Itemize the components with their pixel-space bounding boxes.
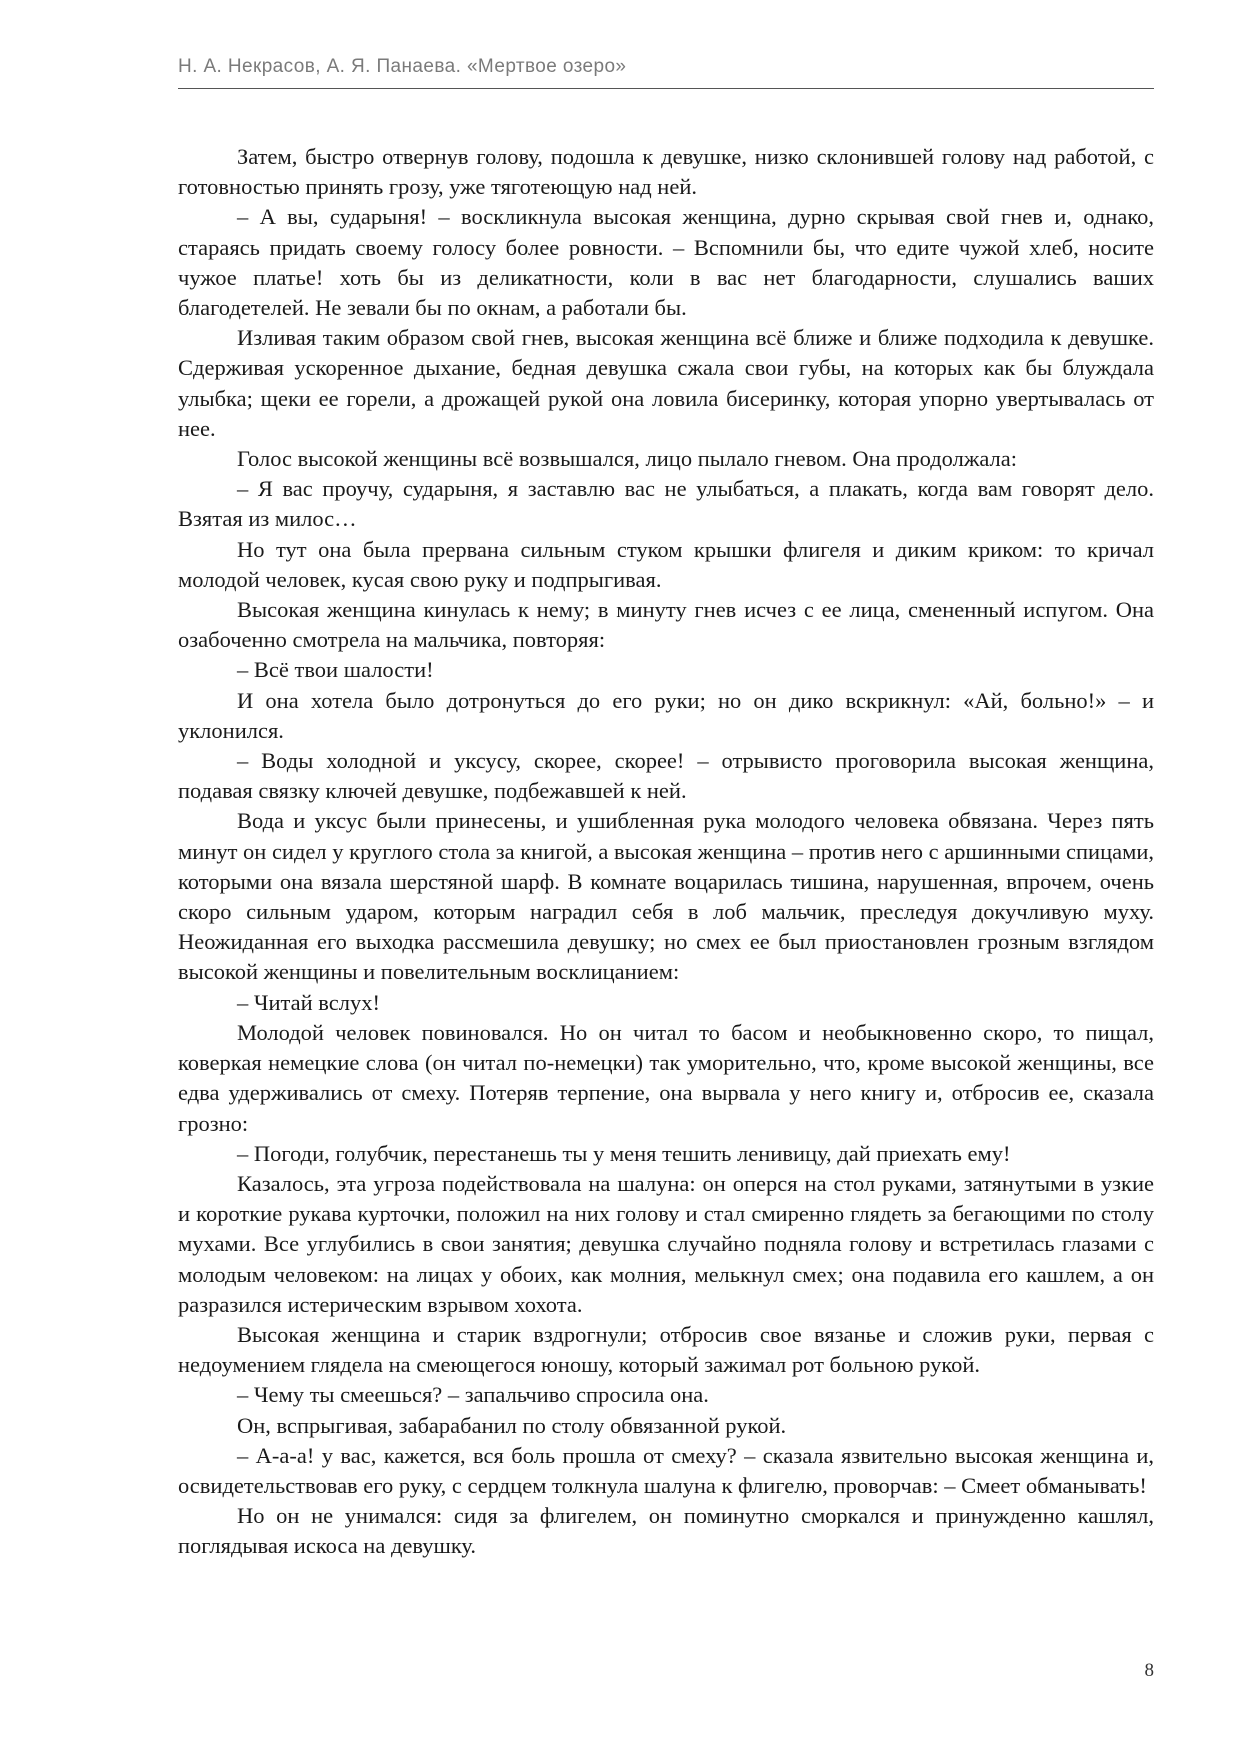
paragraph: Голос высокой женщины всё возвышался, лицо пылало гневом. Она продолжала: [237,446,1018,472]
paragraph: – А вы, сударыня! – воскликнула высокая женщина, дурно скрывая свой гнев и, однако, стараясь придать своему голосу более ровности. – Вспомнили бы, что едите чужой хлеб, носите чужое платье! хоть бы из деликатности, коли в вас нет благодарности, слушались ваших благодетелей. Не зевали бы по окнам, а работали бы. [178,204,1154,321]
running-title: Н. А. Некрасов, А. Я. Панаева. «Мертвое озеро» [178,56,627,77]
paragraph: Высокая женщина и старик вздрогнули; отбросив свое вязанье и сложив руки, первая с недоумением глядела на смеющегося юношу, который зажимал рот больною рукой. [178,1321,1154,1378]
paragraph: – Погоди, голубчик, перестанешь ты у меня тешить ленивицу, дай приехать ему! [237,1140,1011,1166]
page-number: 8 [1144,1660,1154,1681]
paragraph: – Чему ты смеешься? – запальчиво спросила она. [237,1382,709,1408]
paragraph: Но тут она была прервана сильным стуком крышки флигеля и диким криком: то кричал молодой человек, кусая свою руку и подпрыгивая. [178,536,1154,592]
paragraph: – А-а-а! у вас, кажется, вся боль прошла от смеху? – сказала язвительно высокая женщина и, освидетельствовав его руку, с сердцем толкнула шалуна к флигелю, проворчав: – Смеет обманывать! [178,1442,1154,1498]
paragraph: Изливая таким образом свой гнев, высокая женщина всё ближе и ближе подходила к девушке. Сдерживая ускоренное дыхание, бедная девушка сжала свои губы, на которых как бы блуждала улыбка; щеки ее горели, а дрожащей рукой она ловила бисеринку, которая упорно увертывалась от нее. [178,325,1154,441]
header-divider [178,88,1154,89]
body-text [178,142,1154,1562]
paragraph: Он, вспрыгивая, забарабанил по столу обвязанной рукой. [237,1412,787,1438]
paragraph: – Читай вслух! [237,989,380,1015]
paragraph: – Всё твои шалости! [237,657,434,683]
paragraph: Высокая женщина кинулась к нему; в минуту гнев исчез с ее лица, смененный испугом. Она озабоченно смотрела на мальчика, повторяя: [178,597,1154,653]
paragraph: Вода и уксус были принесены, и ушибленная рука молодого человека обвязана. Через пять минут он сидел у круглого стола за книгой, а высокая женщина – против него с аршинными спицами, которыми она вязала шерстяной шарф. В комнате воцарилась тишина, нарушенная, впрочем, очень скоро сильным ударом, которым наградил себя в лоб мальчик, преследуя докучливую муху. Неожиданная его выходка рассмешила девушку; но смех ее был приостановлен грозным взглядом высокой женщины и повелительным восклицанием: [178,808,1154,985]
paragraph: И она хотела было дотронуться до его руки; но он дико вскрикнул: «Ай, больно!» – и уклонился. [178,687,1154,743]
paragraph: – Воды холодной и уксусу, скорее, скорее! – отрывисто проговорила высокая женщина, подавая связку ключей девушке, подбежавшей к ней. [178,748,1154,804]
paragraph: – Я вас проучу, сударыня, я заставлю вас не улыбаться, а плакать, когда вам говорят дело. Взятая из милос… [178,476,1154,532]
paragraph: Молодой человек повиновался. Но он читал то басом и необыкновенно скоро, то пищал, коверкая немецкие слова (он читал по-немецки) так уморительно, что, кроме высокой женщины, все едва удерживались от смеху. Потеряв терпение, она вырвала у него книгу и, отбросив ее, сказала грозно: [178,1019,1154,1136]
paragraph: Но он не унимался: сидя за флигелем, он поминутно сморкался и принужденно кашлял, поглядывая искоса на девушку. [178,1503,1154,1559]
paragraph: Казалось, эта угроза подействовала на шалуна: он оперся на стол руками, затянутыми в узкие и короткие рукава курточки, положил на них голову и стал смиренно глядеть за бегающими по столу мухами. Все углубились в свои занятия; девушка случайно подняла голову и встретилась глазами с молодым человеком: на лицах у обоих, как молния, мелькнул смех; она подавила его кашлем, а он разразился истерическим взрывом хохота. [178,1170,1154,1317]
paragraph: Затем, быстро отвернув голову, подошла к девушке, низко склонившей голову над работой, с готовностью принять грозу, уже тяготеющую над ней. [178,144,1154,200]
